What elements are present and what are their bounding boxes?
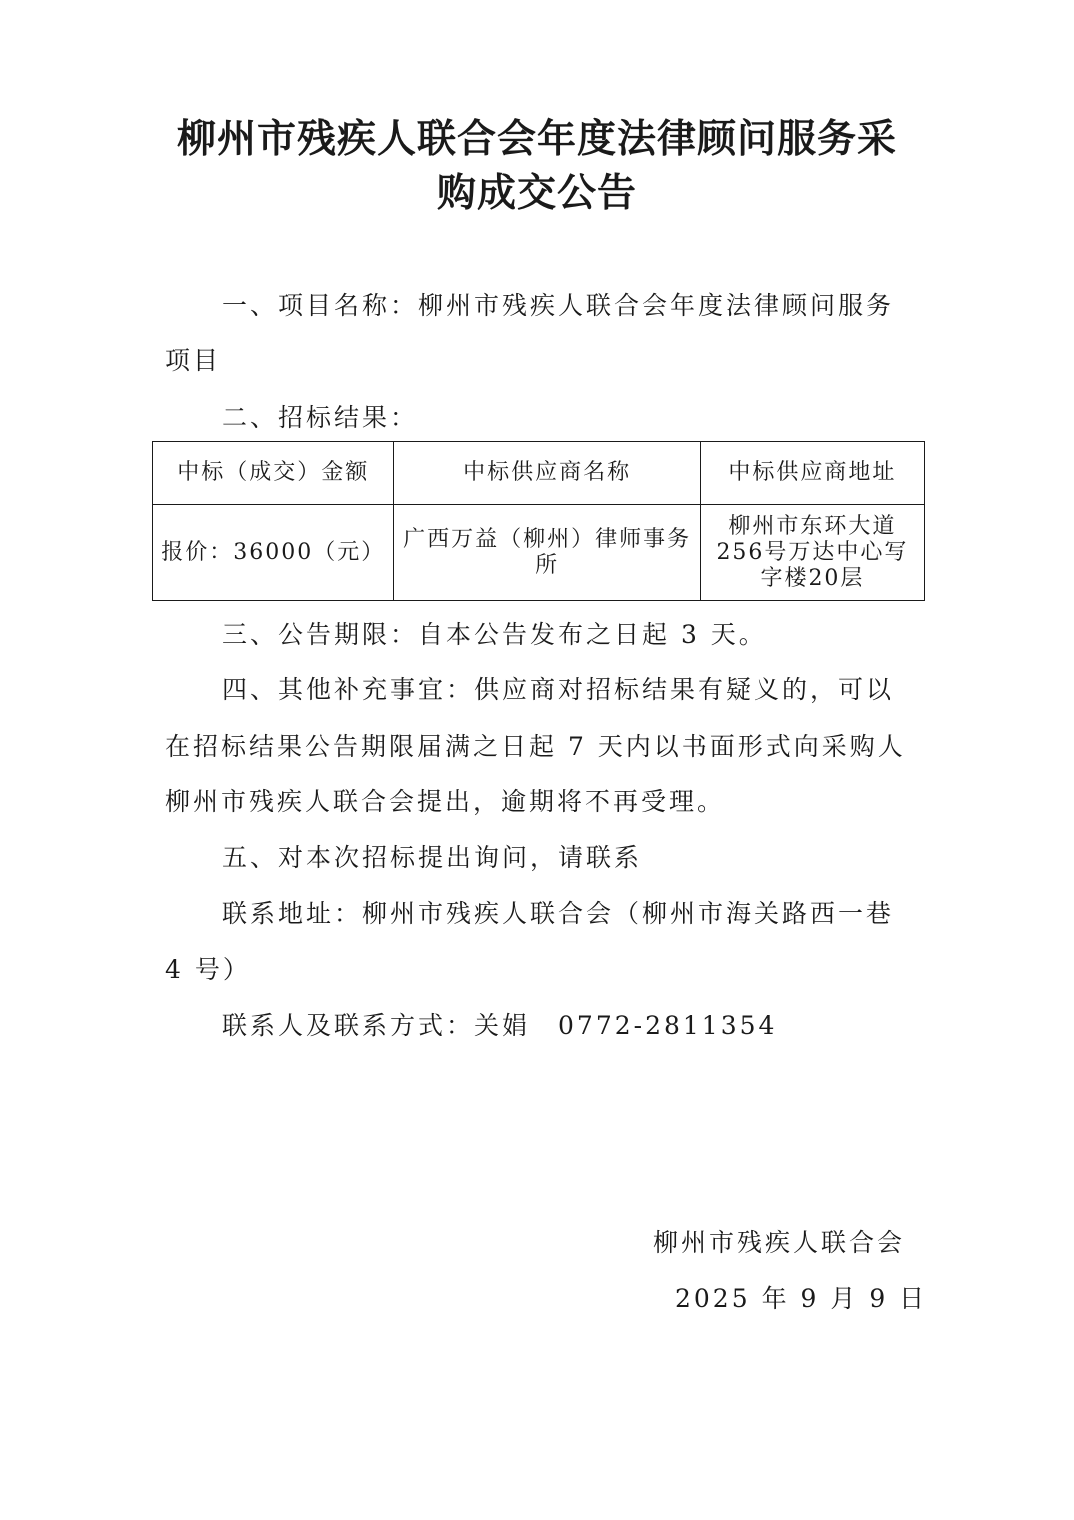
contact-address-line-2: 4 号） [165,955,251,984]
header-supplier-name: 中标供应商名称 [394,442,700,505]
project-name-line-2: 项目 [165,346,222,375]
signature-date: 2025 年 9 月 9 日 [675,1284,928,1313]
inquiry-line: 五、对本次招标提出询问，请联系 [222,843,643,872]
cell-supplier-name: 广西万益（柳州）律师事务所 [394,505,700,601]
header-amount: 中标（成交）金额 [153,442,394,505]
table-header-row [153,442,925,505]
results-table [152,441,925,601]
cell-supplier-address: 柳州市东环大道256号万达中心写字楼20层 [700,505,924,601]
announcement-period: 三、公告期限：自本公告发布之日起 3 天。 [222,620,767,649]
document-title-line-1: 柳州市残疾人联合会年度法律顾问服务采 [176,117,897,162]
other-matters-line-1: 四、其他补充事宜：供应商对招标结果有疑义的，可以 [222,675,895,704]
other-matters-line-3: 柳州市残疾人联合会提出，逾期将不再受理。 [165,787,726,816]
contact-address-line-1: 联系地址：柳州市残疾人联合会（柳州市海关路西一巷 [222,899,895,928]
document-title-line-2: 购成交公告 [436,171,637,216]
other-matters-line-2: 在招标结果公告期限届满之日起 7 天内以书面形式向采购人 [165,732,906,761]
signature-organization: 柳州市残疾人联合会 [653,1228,906,1257]
header-supplier-address: 中标供应商地址 [700,442,924,505]
contact-person: 联系人及联系方式：关娟 0772-2811354 [222,1011,778,1040]
project-name-line-1: 一、项目名称：柳州市残疾人联合会年度法律顾问服务 [222,291,895,320]
result-heading: 二、招标结果： [222,403,419,432]
table-row [153,505,925,601]
cell-amount: 报价：36000（元） [153,505,394,601]
